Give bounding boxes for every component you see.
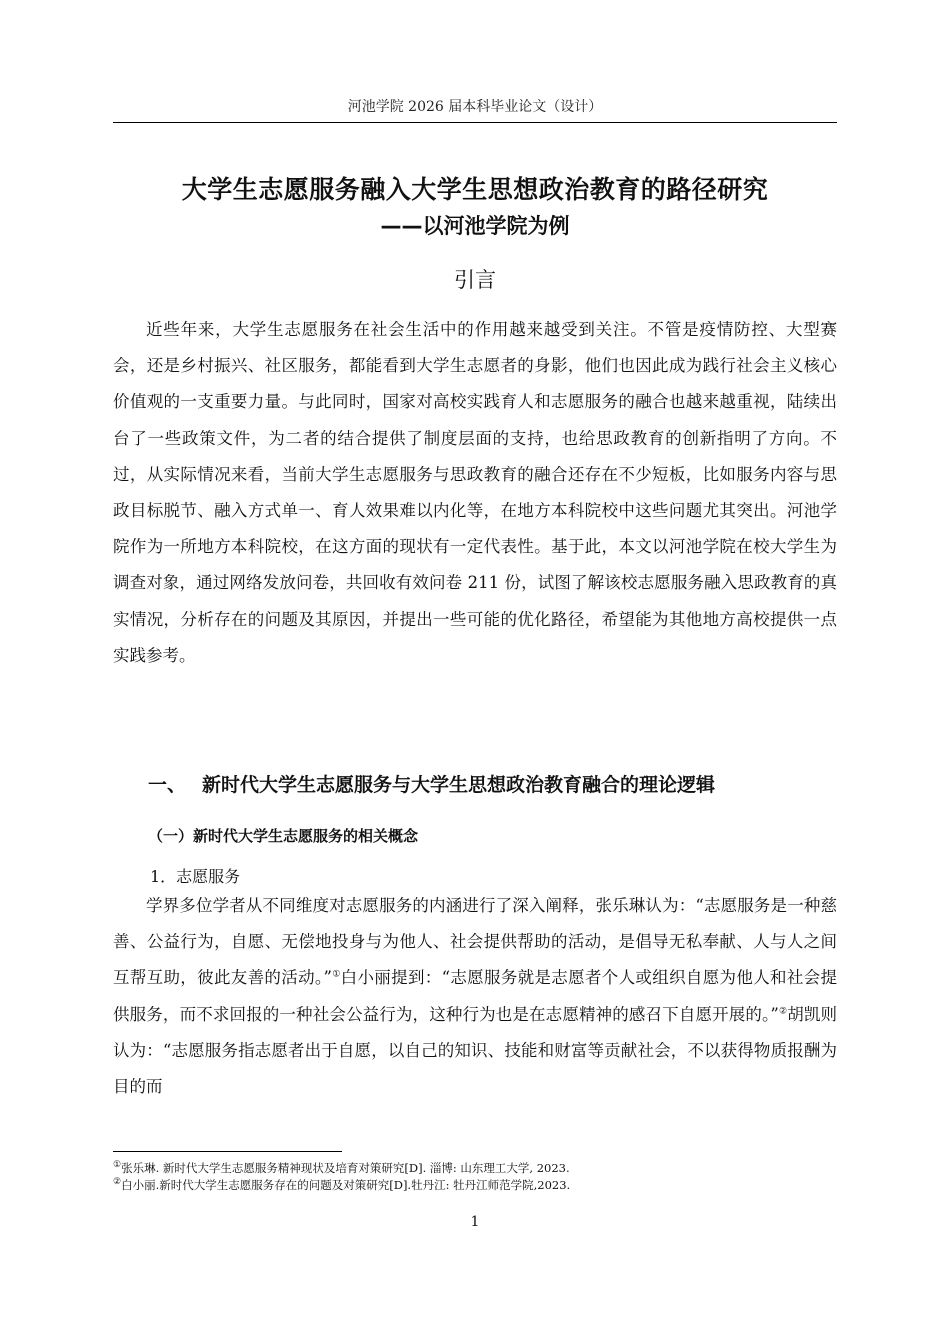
section-title: 新时代大学生志愿服务与大学生思想政治教育融合的理论逻辑 xyxy=(202,774,716,796)
footnote-marker: ① xyxy=(113,1160,122,1171)
subsection-heading: （一）新时代大学生志愿服务的相关概念 xyxy=(148,827,419,845)
paper-title: 大学生志愿服务融入大学生思想政治教育的路径研究 xyxy=(181,175,769,204)
intro-heading: 引言 xyxy=(454,268,496,292)
footnote xyxy=(113,1160,837,1177)
footnote-text: 张乐琳. 新时代大学生志愿服务精神现状及培育对策研究[D]. 淄博: 山东理工大学, 2023. xyxy=(121,1161,570,1175)
item-heading: 1．志愿服务 xyxy=(150,867,241,886)
running-header: 河池学院 2026 届本科毕业论文（设计） xyxy=(347,99,603,115)
body-text-part-3: 胡凯则认为：“志愿服务指志愿者出于自愿，以自己的知识、技能和财富等贡献社会，不以获得物质报酬为目的而 xyxy=(113,1004,838,1097)
footnote-ref-1: ① xyxy=(331,969,341,980)
footnote-rule xyxy=(113,1151,342,1152)
paper-subtitle: ——以河池学院为例 xyxy=(380,214,570,238)
section-number: 一、 xyxy=(148,774,187,796)
section-heading xyxy=(148,770,715,797)
footnote-marker: ② xyxy=(113,1177,122,1188)
footnote xyxy=(113,1177,837,1194)
body-text-part-2: 白小丽提到：“志愿服务就是志愿者个人或组织自愿为他人和社会提供服务，而不求回报的一种社会公益行为，这种行为也是在志愿精神的感召下自愿开展的。” xyxy=(113,968,837,1024)
footnotes xyxy=(113,1160,837,1194)
footnote-ref-2: ② xyxy=(778,1006,788,1017)
header-rule xyxy=(113,122,837,123)
page-number: 1 xyxy=(470,1214,480,1230)
footnote-text: 白小丽.新时代大学生志愿服务存在的问题及对策研究[D].牡丹江: 牡丹江师范学院,2023. xyxy=(121,1178,571,1192)
body-text-part-1: 学界多位学者从不同维度对志愿服务的内涵进行了深入阐释，张乐琳认为：“志愿服务是一种慈善、公益行为，自愿、无偿地投身与为他人、社会提供帮助的活动，是倡导无私奉献、人与人之间互帮互助，彼此友善的活动。” xyxy=(113,896,837,988)
intro-paragraph: 近些年来，大学生志愿服务在社会生活中的作用越来越受到关注。不管是疫情防控、大型赛会，还是乡村振兴、社区服务，都能看到大学生志愿者的身影，他们也因此成为践行社会主义核心价值观的一支重要力量。与此同时，国家对高校实践育人和志愿服务的融合也越来越重视，陆续出台了一些政策文件，为二者的结合提供了制度层面的支持，也给思政教育的创新指明了方向。不过，从实际情况来看，当前大学生志愿服务与思政教育的融合还存在不少短板，比如服务内容与思政目标脱节、融入方式单一、育人效果难以内化等，在地方本科院校中这些问题尤其突出。河池学院作为一所地方本科院校，在这方面的现状有一定代表性。基于此，本文以河池学院在校大学生为调查对象，通过网络发放问卷，共回收有效问卷 211 份，试图了解该校志愿服务融入思政教育的真实情况，分析存在的问题及其原因，并提出一些可能的优化路径，希望能为其他地方高校提供一点实践参考。 xyxy=(113,320,837,665)
body-paragraph xyxy=(113,888,837,1105)
